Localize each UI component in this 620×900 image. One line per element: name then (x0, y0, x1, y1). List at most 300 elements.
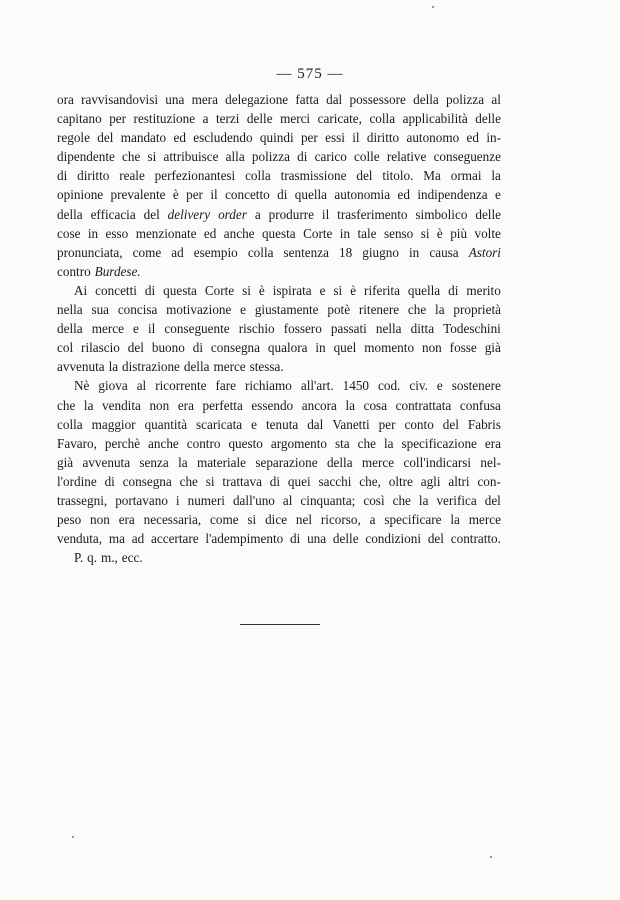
word: ma (108, 531, 125, 547)
word: carico (314, 149, 347, 165)
word: ad (131, 531, 145, 547)
text-line (57, 166, 501, 185)
word: ancora (301, 397, 337, 413)
word: Nè (74, 378, 90, 394)
word: Fabris (467, 416, 501, 432)
word: è (172, 187, 179, 203)
word: terzi (215, 111, 240, 127)
word: ormai (450, 168, 482, 184)
word: che (122, 149, 141, 165)
word: colla (57, 416, 83, 432)
word: condizioni (365, 531, 422, 547)
word: opinione (57, 187, 104, 203)
text-line (57, 185, 501, 204)
word: del (442, 416, 459, 432)
word: ravvisandovisi (81, 92, 159, 107)
word: di (144, 282, 156, 298)
text-line (57, 453, 501, 472)
word: più (450, 225, 468, 241)
word: che (407, 302, 427, 318)
word: questo (228, 435, 263, 451)
word: relative (386, 149, 427, 165)
word: senso (383, 225, 414, 241)
word: che, (359, 473, 381, 489)
word: la (108, 359, 119, 375)
word: è (436, 225, 443, 241)
word: accertare (151, 531, 199, 547)
word: caricate, (317, 111, 362, 127)
text-line (57, 491, 501, 510)
word: materiale (196, 454, 246, 470)
word: possessore (349, 92, 406, 107)
word: venduta, (57, 531, 103, 547)
word: del (127, 340, 144, 356)
text-line (57, 510, 501, 529)
word: scaricata (196, 416, 243, 432)
word: fatta (295, 92, 319, 107)
word: tenuta (265, 416, 299, 432)
text-line (57, 281, 501, 300)
word: concetti (95, 282, 137, 298)
word: del (484, 492, 501, 508)
word: fossero (283, 321, 322, 337)
word: menzionate (135, 225, 197, 241)
text-line (57, 396, 501, 415)
word: una (165, 92, 185, 107)
word: altri (448, 473, 470, 489)
word: senza (139, 454, 169, 470)
word: nella (57, 302, 83, 318)
word: col (57, 340, 74, 356)
word: per (109, 111, 127, 127)
word: ad (171, 244, 184, 260)
word: conseguenze (433, 149, 501, 165)
word: buono (151, 340, 185, 356)
word: proprietà (453, 302, 501, 318)
word: ed (466, 130, 479, 146)
word: si (247, 512, 257, 528)
word: essendo (251, 397, 294, 413)
word: vendita (102, 397, 141, 413)
word: delle (246, 111, 273, 127)
word: tale (357, 225, 377, 241)
word: non (90, 512, 110, 528)
word: trassegni, (57, 492, 108, 508)
word: merito (466, 282, 501, 298)
word: del (97, 130, 114, 146)
word: come (210, 512, 239, 528)
word: perfetta (202, 397, 243, 413)
word: nella (375, 321, 402, 337)
word: esempio (193, 244, 238, 260)
word: per (300, 130, 318, 146)
word: cosa (363, 397, 388, 413)
closing-rule (240, 624, 320, 625)
word: argomento (270, 435, 328, 451)
word: in (409, 244, 420, 260)
word: con- (477, 473, 501, 489)
word: per (186, 187, 203, 203)
text-line (57, 319, 501, 338)
word: che (392, 492, 411, 508)
word: cod. (378, 378, 401, 394)
word: diritto (77, 168, 110, 184)
word: alla (225, 149, 245, 165)
word: confusa (459, 397, 501, 413)
word: causa (429, 244, 459, 260)
word: quindi (259, 130, 294, 146)
word: motivazione (166, 302, 232, 318)
word: mandato (120, 130, 167, 146)
word: Corte (204, 282, 235, 298)
word: merce (468, 512, 501, 528)
word: all'art. (300, 378, 334, 394)
word: regole (57, 130, 90, 146)
word: stessa. (249, 359, 284, 375)
text-line (57, 90, 501, 109)
word: trasmissione (280, 168, 347, 184)
word: quei (287, 473, 311, 489)
word: mera (191, 92, 218, 107)
word: contro (57, 263, 91, 279)
word: si (147, 149, 157, 165)
word: diritto (366, 130, 400, 146)
word: pronunciata, (57, 244, 123, 260)
word: era (118, 512, 135, 528)
word: dal (326, 92, 343, 107)
word: ritenere (358, 302, 400, 318)
text-line (57, 224, 501, 243)
word: potè (327, 302, 351, 318)
word: già (484, 340, 501, 356)
word: di (448, 282, 459, 298)
word: trattava (222, 473, 262, 489)
word: concisa (117, 302, 158, 318)
word: e (251, 416, 257, 432)
text-line (57, 109, 501, 128)
text-line (57, 147, 501, 166)
word: colla (247, 244, 274, 260)
word: ecc. (121, 550, 143, 566)
word: si (420, 225, 430, 241)
word: della (326, 454, 353, 470)
word: reale (119, 168, 145, 184)
word: escludendo (193, 130, 253, 146)
word: Corte (303, 225, 333, 241)
word: dice (265, 512, 288, 528)
word: di (277, 187, 288, 203)
word: Favaro, (57, 435, 97, 451)
word: merci (280, 111, 311, 127)
word: la (491, 168, 501, 184)
word: ed (397, 187, 410, 203)
word: così (363, 492, 385, 508)
word: polizza (446, 92, 485, 107)
text-line (57, 415, 501, 434)
word: quella (407, 282, 441, 298)
word: di (192, 340, 203, 356)
word: quella (294, 187, 328, 203)
word: al (491, 92, 501, 107)
word: portavano (115, 492, 168, 508)
word: la (383, 435, 394, 451)
word: era (177, 397, 194, 413)
word: sostenere (451, 378, 501, 394)
word: trasferimento (337, 206, 408, 222)
word: applicabilità (402, 111, 468, 127)
speck (72, 836, 74, 838)
text-line (57, 262, 501, 281)
word: q. (87, 550, 98, 566)
text-line (57, 205, 501, 224)
word: distrazione (122, 359, 180, 375)
word: cose (57, 225, 81, 241)
word: autonomo (406, 130, 460, 146)
word: quel (333, 340, 357, 356)
word: che (57, 397, 76, 413)
word: il (210, 187, 218, 203)
word: rilascio (81, 340, 120, 356)
word: il (352, 130, 360, 146)
word: si (333, 282, 343, 298)
word: riferita (364, 282, 400, 298)
word: già (57, 454, 74, 470)
word: nel- (480, 454, 501, 470)
word: produrre (268, 206, 314, 222)
word: in- (486, 130, 501, 146)
word: colla (245, 168, 271, 184)
word: colla (369, 111, 396, 127)
word: rischio (238, 321, 275, 337)
text-line (57, 548, 501, 567)
word: avvenuta (57, 359, 105, 375)
word: simbolico (415, 206, 468, 222)
word: e (495, 187, 501, 203)
word: giustamente (254, 302, 319, 318)
text-line (57, 300, 501, 319)
word: ricorrente (155, 378, 207, 394)
word: a (202, 111, 209, 127)
word: peso (57, 512, 82, 528)
word: al (282, 492, 293, 508)
word: Todeschini (443, 321, 501, 337)
word: perfezionantesi (154, 168, 236, 184)
word: la (418, 492, 429, 508)
word: l'adempimento (205, 531, 284, 547)
word: in (87, 225, 99, 241)
word: non (421, 340, 442, 356)
speck (432, 6, 434, 8)
word: la (345, 397, 356, 413)
word: del (427, 531, 444, 547)
word: e (133, 321, 139, 337)
word: al (136, 378, 147, 394)
word: titolo. (382, 168, 414, 184)
word: della (57, 206, 83, 222)
word: fare (215, 378, 236, 394)
word: conseguente (164, 321, 230, 337)
word: del (356, 168, 373, 184)
word: il (148, 321, 156, 337)
word: Burdese. (94, 263, 141, 279)
word: e (319, 282, 326, 298)
word: efficacia (90, 206, 136, 222)
text-line (57, 338, 501, 357)
word: la (178, 454, 188, 470)
word: giova (98, 378, 128, 394)
word: ed (173, 130, 186, 146)
word: merce (91, 321, 124, 337)
word: passati (330, 321, 367, 337)
word: coll'indicarsi (403, 454, 472, 470)
word: separazione (255, 454, 318, 470)
word: consegna (122, 473, 172, 489)
word: ricorso, (320, 512, 361, 528)
word: di (57, 168, 68, 184)
word: ispirata (272, 282, 312, 298)
word: della (183, 359, 210, 375)
word: dall'uno (232, 492, 275, 508)
word: dal (307, 416, 324, 432)
word: sacchi (318, 473, 352, 489)
word: anche (223, 225, 255, 241)
word: qualora (267, 340, 308, 356)
word: in (315, 340, 326, 356)
word: cinquanta; (300, 492, 356, 508)
word: di (290, 531, 301, 547)
word: non (149, 397, 170, 413)
word: della (413, 92, 439, 107)
word: delivery (167, 206, 211, 222)
word: autonomia (334, 187, 391, 203)
word: nel (295, 512, 313, 528)
word: merce (213, 359, 246, 375)
word: prevalente (110, 187, 166, 203)
word: i (175, 492, 180, 508)
word: restituzione (133, 111, 196, 127)
word: sta (335, 435, 350, 451)
word: maggior (91, 416, 136, 432)
word: di (104, 473, 115, 489)
word: momento (364, 340, 415, 356)
word: civ. (409, 378, 428, 394)
word: merce (361, 454, 395, 470)
word: che (357, 435, 376, 451)
speck (490, 856, 492, 858)
word: per (378, 416, 396, 432)
word: sentenza (283, 244, 329, 260)
word: e (240, 302, 247, 318)
word: questa (261, 225, 296, 241)
word: una (307, 531, 327, 547)
word: era (484, 435, 501, 451)
word: 1450 (342, 378, 369, 394)
word: Ai (74, 282, 88, 298)
word: consegna (210, 340, 260, 356)
word: delle (475, 206, 501, 222)
word: anche (148, 435, 179, 451)
body-text (57, 90, 501, 567)
word: Ma (423, 168, 441, 184)
text-line (57, 243, 501, 262)
word: la (83, 397, 94, 413)
word: indipendenza (417, 187, 488, 203)
word: richiamo (244, 378, 292, 394)
word: avvenuta (82, 454, 131, 470)
word: delle (332, 531, 359, 547)
word: delle (475, 111, 501, 127)
word: necessaria, (143, 512, 202, 528)
word: esso (105, 225, 129, 241)
word: e (436, 378, 443, 394)
word: m., (100, 550, 118, 566)
word: in (339, 225, 351, 241)
word: attribuisce (163, 149, 219, 165)
word: capitano (57, 111, 102, 127)
word: P. (74, 550, 84, 566)
word: a (369, 512, 376, 528)
word: ora (57, 92, 74, 107)
word: polizza (251, 149, 290, 165)
word: è (258, 282, 265, 298)
word: oltre (388, 473, 413, 489)
word: specificazione (401, 435, 477, 451)
word: l'ordine (57, 473, 97, 489)
word: è (350, 282, 357, 298)
word: delegazione (225, 92, 289, 107)
word: si (242, 282, 251, 298)
text-line (57, 472, 501, 491)
word: quantità (144, 416, 188, 432)
word: giugno (362, 244, 399, 260)
word: come (132, 244, 162, 260)
word: del (143, 206, 160, 222)
word: volte (474, 225, 501, 241)
word: il (321, 206, 330, 222)
word: di (269, 473, 281, 489)
text-line (57, 376, 501, 395)
word: la (435, 302, 445, 318)
text-line (57, 434, 501, 453)
word: a (254, 206, 261, 222)
word: agli (420, 473, 441, 489)
word: Astori (468, 244, 501, 260)
word: colle (354, 149, 380, 165)
word: conto (404, 416, 434, 432)
word: contro (186, 435, 221, 451)
word: numeri (187, 492, 225, 508)
text-line (57, 529, 501, 548)
word: concetto (225, 187, 270, 203)
word: specificare (384, 512, 442, 528)
word: fosse (449, 340, 477, 356)
word: dipendente (57, 149, 115, 165)
word: perchè (104, 435, 141, 451)
text-line (57, 128, 501, 147)
word: si (205, 473, 215, 489)
page-number: — 575 — (276, 66, 344, 82)
word: ditta (410, 321, 435, 337)
word: essi (325, 130, 345, 146)
word: che (179, 473, 198, 489)
word: contratto. (450, 531, 501, 547)
word: la (450, 512, 460, 528)
word: order (218, 206, 247, 222)
text-line (57, 357, 501, 376)
word: contrattata (395, 397, 452, 413)
word: ed (203, 225, 217, 241)
word: Vanetti (332, 416, 370, 432)
